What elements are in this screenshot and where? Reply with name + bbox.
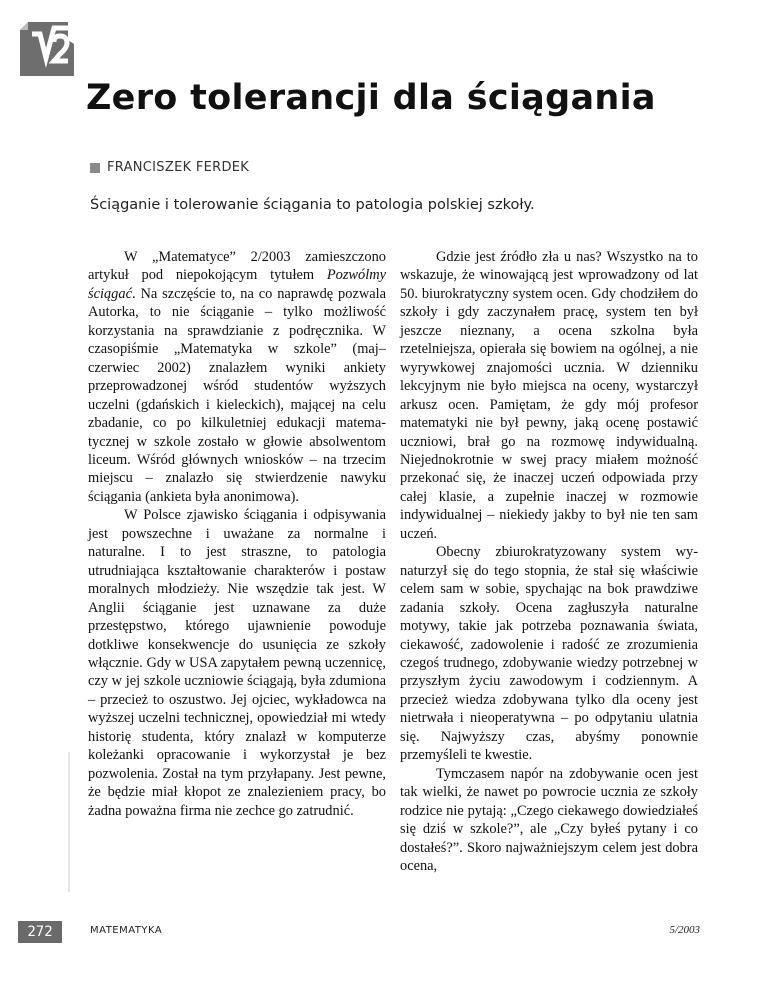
page-number: 272: [18, 921, 62, 943]
journal-name: MATEMATYKA: [90, 925, 163, 936]
article-lead: Ściąganie i tolerowanie ściągania to patologia polskiej szkoły.: [90, 197, 535, 213]
text-column-left: [88, 248, 386, 820]
bullet-square-icon: [90, 163, 100, 173]
margin-rule: [68, 752, 70, 892]
paragraph: W „Matematyce” 2/2003 zamieszczono artykuł pod niepokojącym tytułem Pozwólmy ściągać. Na szczęście to, na co naprawdę pozwala Autorka, to nie ściąganie – tylko możliwość korzystania na sprawdzianie z podręcznika. W czasopiśmie „Matematyka w szkole” (maj–czerwiec 2002) znalazłem wyniki ankiety przeprowadzonej wśród studentów wyższych uczelni (gdańskich i kieleckich), mającej na celu zbadanie, co po kilkuletniej edukacji matematycznej w szkole zostało w głowie absolwentom liceum. Wśród głównych wniosków – na trzecim miejscu – znalazło się stwierdzenie nawyku ściągania (ankieta była anonimowa).: [88, 249, 386, 505]
author-name: FRANCISZEK FERDEK: [107, 160, 250, 175]
paragraph: Obecny zbiurokratyzowany system wynaturzył się do tego stopnia, że stał się właściwie celem sam w sobie, spychając na bok prawdziwe zadania szkoły. Ocena zagłuszyła naturalne motywy, takie jak potrzeba poznawania świata, ciekawość, zadowolenie i radość ze zrozumienia czegoś trudnego, zdobywanie wiedzy potrzebnej w przyszłym życiu zawodowym i codziennym. A przecież wiedza zdobywana tylko dla oceny jest nietrwała i nieoperatywna – po odpytaniu ulatnia się. Najwyższy czas, abyśmy ponownie przemyśleli te kwestie.: [400, 544, 698, 764]
paragraph: Gdzie jest źródło zła u nas? Wszystko na to wskazuje, że winowającą jest wprowadzony od lat 50. biurokratyczny system ocen. Gdy chodziłem do szkoły i gdy zaczynałem pracę, system ten był jeszcze nieznany, a ocena szkolna była rzetelniejsza, opierała się bowiem na ogólnej, a nie wyrywkowej znajomości ucznia. W dzienniku lekcyjnym nie było miejsca na oceny, wystarczył arkusz ocen. Pamiętam, że gdy mój profesor matematyki nie był pewny, jaką ocenę postawić uczniowi, brał go na rozmowę indywidualną. Niejednokrotnie w swej pracy miałem możność przekonać się, że inaczej uczeń odpowiada przy całej klasie, a zupełnie inaczej w rozmowie indywidualnej – niekiedy jakby to był nie ten sam uczeń.: [400, 249, 698, 542]
paragraph: W Polsce zjawisko ściągania i odpisywania jest powszechne i uważane za normalne i naturalne. I to jest straszne, to patologia utrudniająca kształtowanie charakterów i postaw moralnych młodzieży. Nie wszędzie tak jest. W Anglii ściąganie jest uznawane za duże przestępstwo, którego ujawnienie powoduje dotkliwe konsekwencje do usunięcia ze szkoły włącznie. Gdy w USA zapytałem pewną uczennicę, czy w jej szkole uczniowie ściągają, była zdumiona – przecież to oszustwo. Jej ojciec, wykładowca na wyższej uczelni technicznej, opowiedział mi wtedy historię studenta, który znalazł w komputerze koleżanki opracowanie i wykorzystał je bez pozwolenia. Został na tym przyłapany. Jest pewne, że będzie miał kłopot ze znalezieniem pracy, bo żadna poważna firma nie zechce go zatrudnić.: [88, 507, 386, 819]
text-column-right: [400, 248, 698, 875]
issue-number: 5/2003: [669, 924, 700, 936]
article-title: Zero tolerancji dla ściągania: [86, 78, 656, 118]
cited-article-title: Pozwólmy ściągać: [88, 267, 386, 302]
byline: [90, 160, 249, 175]
paragraph: Tymczasem napór na zdobywanie ocen jest tak wielki, że nawet po powrocie ucznia ze szkoły rodzice nie pytają: „Czego ciekawego dowiedziałeś się dziś w szkole?”, ale „Czy byłeś pytany i co dostałeś?”. Skoro najważniejszym celem jest dobra ocena,: [400, 765, 698, 874]
v2-magazine-logo-icon: [14, 18, 78, 80]
